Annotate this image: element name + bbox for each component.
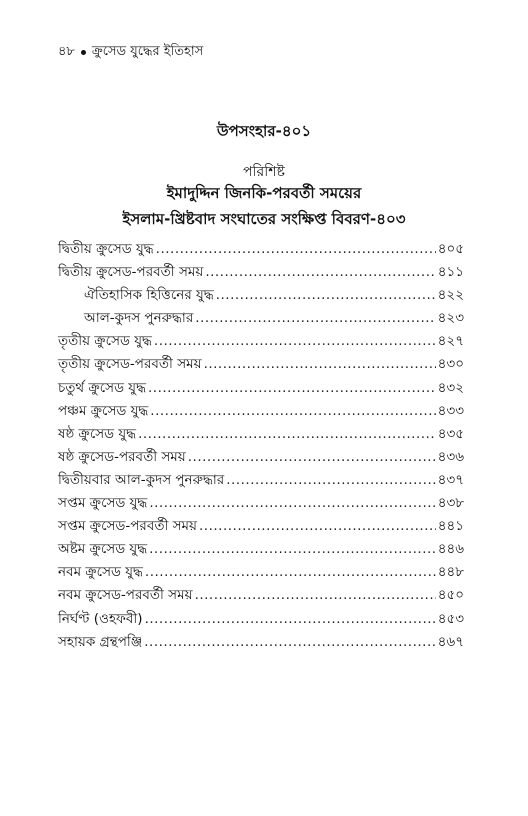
toc-entry-page: ৪০৫	[437, 241, 464, 257]
bullet-separator	[81, 50, 86, 55]
dot-leader	[216, 287, 436, 303]
toc-entry	[58, 561, 464, 584]
toc-entry-title: সপ্তম ক্রুসেড যুদ্ধ	[58, 495, 148, 512]
toc-entry-title: নির্ঘণ্ট (ওহফবী)	[58, 610, 143, 627]
toc-entry-title: অষ্টম ক্রুসেড যুদ্ধ	[58, 541, 148, 558]
toc-entry	[58, 492, 464, 515]
toc-entry	[58, 423, 464, 446]
appendix-title-line-1: ইমাদুদ্দিন জিনকি-পরবর্তী সময়ের	[166, 184, 362, 202]
toc-entry	[58, 307, 464, 330]
toc-entry-title: আল-কুদস পুনরুদ্ধার	[84, 310, 194, 327]
dot-leader	[145, 611, 436, 627]
toc-entry	[58, 538, 464, 561]
dot-leader	[145, 564, 436, 580]
toc-entry	[58, 353, 464, 376]
appendix-title	[0, 180, 528, 232]
toc-entry-page: ৪৩৩	[437, 402, 464, 419]
dot-leader	[148, 380, 436, 396]
toc-entry-page: ৪২২	[437, 287, 464, 304]
toc-entry-page: ৪৩২	[437, 379, 464, 396]
toc-entry-title: নবম ক্রুসেড-পরবর্তী সময়	[58, 587, 193, 604]
toc-entry-title: দ্বিতীয়বার আল-কুদস পুনরুদ্ধার	[58, 471, 225, 488]
toc-entry	[58, 284, 464, 307]
toc-entry-page: ৪৪৬	[437, 541, 464, 558]
dot-leader	[226, 472, 435, 488]
toc-entry-page: ৪৫৩	[437, 610, 464, 627]
dot-leader	[204, 356, 436, 372]
toc-entry	[58, 608, 464, 631]
table-of-contents	[58, 238, 464, 654]
toc-entry-title: নবম ক্রুসেড যুদ্ধ	[58, 564, 143, 581]
toc-entry	[58, 238, 464, 261]
toc-entry	[58, 400, 464, 423]
toc-entry-title: পঞ্চম ক্রুসেড যুদ্ধ	[58, 402, 149, 419]
running-header	[58, 42, 203, 63]
toc-entry-title: দ্বিতীয় ক্রুসেড-পরবর্তী সময়	[58, 264, 204, 281]
toc-entry	[58, 631, 464, 654]
toc-entry-title: সপ্তম ক্রুসেড-পরবর্তী সময়	[58, 518, 197, 535]
toc-entry-page: ৪৩০	[437, 356, 464, 373]
toc-entry-title: ষষ্ঠ ক্রুসেড যুদ্ধ	[58, 425, 137, 442]
dot-leader	[195, 587, 436, 603]
toc-entry-page: ৪৫০	[437, 587, 464, 604]
toc-entry	[58, 515, 464, 538]
toc-entry-title: চতুর্থ ক্রুসেড যুদ্ধ	[58, 379, 146, 396]
toc-entry	[58, 446, 464, 469]
toc-entry	[58, 330, 464, 353]
toc-entry-page: ৪৩৮	[437, 495, 464, 512]
section-heading: উপসংহার-৪০১	[216, 122, 312, 140]
toc-entry	[58, 584, 464, 607]
toc-entry-page: ৪৩৭	[437, 471, 464, 488]
toc-entry-page: ৪২৩	[437, 310, 464, 327]
dot-leader	[138, 426, 436, 442]
dot-leader	[199, 518, 436, 534]
dot-leader	[144, 634, 435, 650]
dot-leader	[149, 541, 436, 557]
page-number: ৪৮	[58, 44, 75, 59]
book-title: ক্রুসেড যুদ্ধের ইতিহাস	[91, 44, 204, 59]
appendix-label: পরিশিষ্ট	[243, 164, 285, 180]
dot-leader	[195, 310, 435, 326]
toc-entry-page: ৪৪৮	[437, 564, 464, 581]
appendix-title-line-2: ইসলাম-খ্রিষ্টবাদ সংঘাতের সংক্ষিপ্ত বিবরণ-৪০৩	[122, 210, 406, 228]
toc-entry	[58, 377, 464, 400]
toc-entry	[58, 261, 464, 284]
toc-entry-page: ৪৬৭	[437, 633, 464, 650]
toc-entry-page: ৪৩৬	[437, 448, 464, 465]
toc-entry-title: দ্বিতীয় ক্রুসেড যুদ্ধ	[58, 241, 154, 257]
dot-leader	[188, 449, 436, 465]
dot-leader	[149, 495, 435, 511]
toc-entry-page: ৪২৭	[437, 333, 464, 350]
toc-entry-title: ষষ্ঠ ক্রুসেড-পরবর্তী সময়	[58, 448, 186, 465]
dot-leader	[156, 241, 436, 257]
toc-entry-title: তৃতীয় ক্রুসেড যুদ্ধ	[58, 333, 152, 350]
toc-entry-page: ৪৩৫	[437, 425, 464, 442]
dot-leader	[154, 333, 436, 349]
dot-leader	[205, 264, 435, 280]
toc-entry-title: তৃতীয় ক্রুসেড-পরবর্তী সময়	[58, 356, 202, 373]
toc-entry-page: ৪১১	[437, 264, 464, 281]
toc-entry-page: ৪৪১	[437, 518, 464, 535]
toc-entry-title: সহায়ক গ্রন্থপঞ্জি	[58, 633, 143, 650]
toc-entry	[58, 469, 464, 492]
dot-leader	[150, 403, 435, 419]
toc-entry-title: ঐতিহাসিক হিত্তিনের যুদ্ধ	[84, 287, 214, 304]
